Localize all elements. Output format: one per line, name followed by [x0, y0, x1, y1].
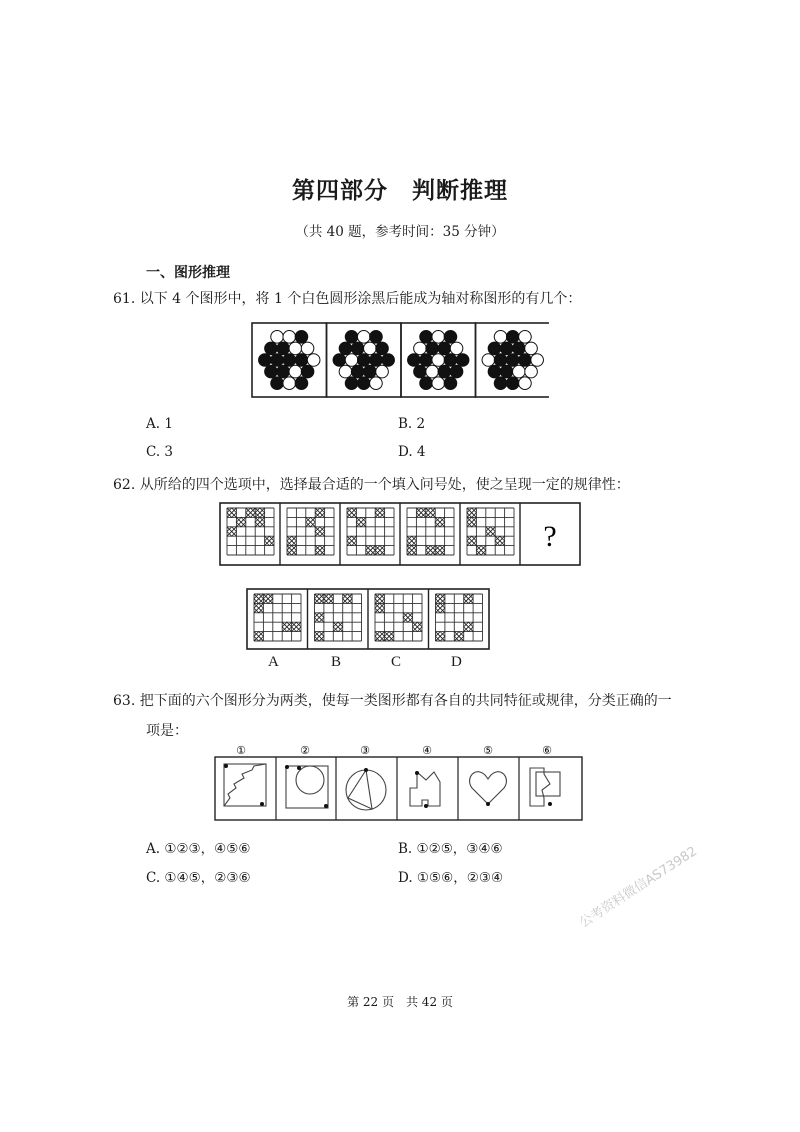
shape-4 [410, 771, 440, 808]
black-circle [357, 377, 370, 390]
figure-label-1: ① [236, 744, 246, 757]
white-circle [519, 377, 532, 390]
question-mark: ? [543, 520, 557, 553]
option-d[interactable]: D. ①⑤⑥，②③④ [398, 870, 504, 886]
black-circle [506, 331, 519, 344]
watermark: 公考资料微信AS73982 [577, 844, 700, 931]
figure-label-2: ② [300, 744, 310, 757]
white-circle [283, 377, 296, 390]
option-b[interactable]: B. ①②⑤，③④⑥ [398, 841, 503, 857]
shape-1 [224, 764, 266, 806]
grid-5x5 [407, 508, 454, 555]
option-label-b[interactable]: B [331, 654, 342, 670]
black-circle [259, 354, 272, 367]
black-circle [357, 354, 370, 367]
black-circle [271, 354, 284, 367]
black-circle [370, 354, 383, 367]
figure-label-3: ③ [360, 744, 370, 757]
question-62 [113, 474, 630, 496]
white-circle [307, 354, 320, 367]
white-circle [519, 331, 532, 344]
white-circle [364, 342, 377, 355]
question-text: 从所给的四个选项中，选择最合适的一个填入问号处，使之呈现一定的规律性： [139, 477, 630, 493]
black-circle [420, 331, 433, 344]
black-circle [426, 342, 439, 355]
black-circle [370, 331, 383, 344]
page-footer: 第 22 页 共 42 页 [347, 995, 453, 1009]
white-circle [525, 365, 538, 378]
black-circle [283, 354, 296, 367]
dot-panel [401, 323, 476, 397]
black-circle [271, 377, 284, 390]
figure-q63-shapes [214, 742, 584, 822]
grid-5x5 [436, 594, 483, 641]
black-circle [345, 331, 358, 344]
figure-label-6: ⑥ [542, 744, 552, 757]
black-circle [277, 342, 290, 355]
grid-5x5 [347, 508, 394, 555]
white-circle [414, 342, 427, 355]
white-circle [432, 354, 445, 367]
shape-2 [285, 765, 328, 808]
black-circle [408, 354, 421, 367]
question-number: 62. [113, 477, 136, 493]
white-circle [271, 331, 284, 344]
grid-5x5 [375, 594, 422, 641]
option-label-a[interactable]: A [268, 654, 279, 670]
white-circle [432, 377, 445, 390]
black-circle [351, 342, 364, 355]
figure-label-5: ⑤ [483, 744, 493, 757]
black-circle [277, 365, 290, 378]
white-circle [345, 354, 358, 367]
white-circle [283, 331, 296, 344]
option-label-c[interactable]: C [391, 654, 402, 670]
black-circle [494, 354, 507, 367]
black-circle [420, 377, 433, 390]
grid-5x5 [287, 508, 334, 555]
black-circle [513, 342, 526, 355]
black-circle [500, 365, 513, 378]
page-title: 第四部分 判断推理 [292, 178, 508, 204]
white-circle [370, 377, 383, 390]
option-label-d[interactable]: D [451, 654, 462, 670]
black-circle [295, 354, 308, 367]
grid-5x5 [467, 508, 514, 555]
shape-6 [530, 768, 560, 806]
black-circle [414, 365, 427, 378]
black-circle [494, 377, 507, 390]
black-circle [488, 342, 501, 355]
black-circle [364, 365, 377, 378]
shape-5 [470, 772, 507, 806]
white-circle [426, 365, 439, 378]
black-circle [265, 342, 278, 355]
black-circle [444, 331, 457, 344]
black-circle [519, 354, 532, 367]
figure-frame [215, 757, 582, 820]
white-circle [301, 342, 314, 355]
black-circle [345, 377, 358, 390]
option-a[interactable]: A. ①②③，④⑤⑥ [146, 841, 251, 857]
question-number: 61. [113, 291, 136, 307]
figure-label-4: ④ [422, 744, 432, 757]
question-number: 63. [113, 693, 136, 709]
dot-panel [327, 323, 402, 397]
shape-3 [346, 768, 386, 810]
black-circle [438, 342, 451, 355]
white-circle [494, 331, 507, 344]
option-c[interactable]: C. 3 [146, 444, 174, 460]
question-61 [113, 288, 581, 310]
question-63-line2: 项是： [146, 723, 188, 739]
black-circle [265, 365, 278, 378]
white-circle [432, 331, 445, 344]
question-text: 把下面的六个图形分为两类，使每一类图形都有各自的共同特征或规律，分类正确的一 [139, 693, 672, 709]
black-circle [295, 377, 308, 390]
white-circle [531, 354, 544, 367]
white-circle [357, 331, 370, 344]
white-circle [513, 365, 526, 378]
black-circle [456, 354, 469, 367]
black-circle [444, 354, 457, 367]
white-circle [376, 365, 389, 378]
option-d[interactable]: D. 4 [398, 444, 426, 460]
question-text: 以下 4 个图形中，将 1 个白色圆形涂黑后能成为轴对称图形的有几个： [139, 291, 582, 307]
black-circle [376, 342, 389, 355]
black-circle [444, 377, 457, 390]
black-circle [333, 354, 346, 367]
black-circle [301, 365, 314, 378]
white-circle [339, 365, 352, 378]
black-circle [488, 365, 501, 378]
grid-5x5 [254, 594, 301, 641]
black-circle [339, 342, 352, 355]
black-circle [450, 365, 463, 378]
figure-q61-hexagon-dots [251, 322, 549, 398]
option-a[interactable]: A. 1 [146, 416, 173, 432]
figure-q62-sequence [219, 502, 581, 566]
white-circle [289, 342, 302, 355]
dot-panel [252, 323, 327, 397]
question-63 [113, 690, 672, 712]
black-circle [351, 365, 364, 378]
black-circle [500, 342, 513, 355]
section-title: 一、图形推理 [146, 265, 230, 281]
white-circle [289, 365, 302, 378]
black-circle [420, 354, 433, 367]
option-c[interactable]: C. ①④⑤，②③⑥ [146, 870, 251, 886]
white-circle [482, 354, 495, 367]
white-circle [450, 342, 463, 355]
figure-q62-options [246, 588, 490, 650]
grid-5x5 [227, 508, 274, 555]
black-circle [382, 354, 395, 367]
grid-5x5 [315, 594, 362, 641]
option-b[interactable]: B. 2 [398, 416, 426, 432]
white-circle [525, 342, 538, 355]
black-circle [295, 331, 308, 344]
black-circle [506, 377, 519, 390]
dot-panel [476, 323, 550, 397]
black-circle [438, 365, 451, 378]
black-circle [506, 354, 519, 367]
page-subtitle: （共 40 题，参考时间：35 分钟） [295, 224, 505, 240]
